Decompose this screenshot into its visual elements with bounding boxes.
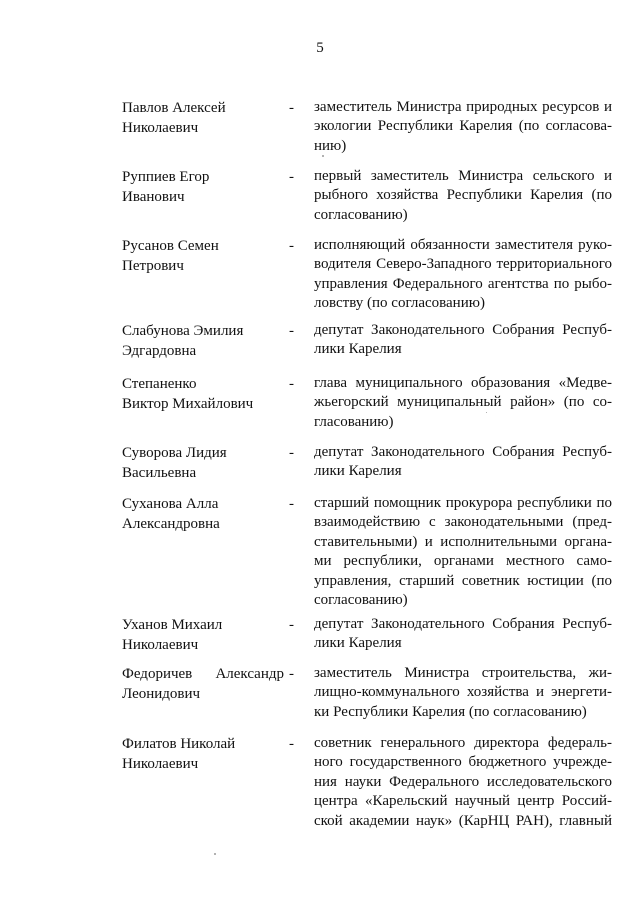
member-name-line: Филатов Николай: [122, 736, 236, 752]
separator-dash: -: [289, 376, 294, 392]
position-line: ния науки Федерального исследовательского: [314, 773, 612, 790]
member-name-line: Николаевич: [122, 756, 199, 772]
member-name-line: Федоричев Александр: [122, 666, 284, 682]
separator-dash: -: [289, 496, 294, 512]
separator-dash: -: [289, 238, 294, 254]
member-name: [122, 98, 284, 138]
member-name: [122, 374, 284, 414]
position-line: депутат Законодательного Собрания Респуб-: [314, 616, 612, 632]
member-name: [122, 615, 284, 655]
position-line: глава муниципального образования «Медве-: [314, 375, 612, 391]
scan-speck: [486, 412, 487, 413]
position-line: лики Карелия: [314, 463, 402, 480]
position-line: рыбного хозяйства Республики Карелия (по: [314, 187, 612, 204]
position-line: депутат Законодательного Собрания Респуб-: [314, 444, 612, 460]
position-line: согласованию): [314, 592, 408, 609]
member-name-line: Николаевич: [122, 637, 199, 653]
member-position: [314, 734, 612, 831]
member-name-line: Иванович: [122, 189, 185, 205]
separator-dash: -: [289, 323, 294, 339]
position-line: ки Республики Карелия (по согласованию): [314, 703, 587, 720]
position-line: управления Федерального агентства по рыбо-: [314, 275, 612, 292]
member-name-line: Русанов Семен: [122, 238, 219, 254]
member-position: [314, 374, 612, 432]
position-line: исполняющий обязанности заместителя руко-: [314, 237, 612, 253]
position-line: ного государственного бюджетного учрежде-: [314, 754, 612, 771]
member-name: [122, 321, 284, 361]
member-position: [314, 615, 612, 654]
separator-dash: -: [289, 666, 294, 682]
position-line: лики Карелия: [314, 635, 402, 652]
position-line: управления, старший советник юстиции (по: [314, 572, 612, 589]
position-line: ловству (по согласованию): [314, 295, 485, 312]
member-name: [122, 443, 284, 483]
separator-dash: -: [289, 169, 294, 185]
scan-speck: [214, 853, 216, 855]
position-line: ставительными) и исполнительными органа-: [314, 533, 612, 550]
position-line: депутат Законодательного Собрания Респуб-: [314, 322, 612, 338]
separator-dash: -: [289, 100, 294, 116]
separator-dash: -: [289, 445, 294, 461]
member-name-line: Степаненко: [122, 376, 197, 392]
page-number: 5: [316, 40, 324, 56]
position-line: заместитель Министра строительства, жи-: [314, 665, 612, 681]
position-line: ской академии наук» (КарНЦ РАН), главный: [314, 812, 612, 829]
member-name-line: Руппиев Егор: [122, 169, 210, 185]
member-name: [122, 167, 284, 207]
member-name-line: Виктор Михайлович: [122, 396, 254, 412]
member-name-line: Слабунова Эмилия: [122, 323, 244, 339]
position-line: жьегорский муниципальный район» (по со-: [314, 394, 612, 411]
separator-dash: -: [289, 736, 294, 752]
member-position: [314, 321, 612, 360]
member-position: [314, 236, 612, 314]
member-position: [314, 443, 612, 482]
member-name-line: Николаевич: [122, 120, 199, 136]
position-line: лищно-коммунального хозяйства и энергети-: [314, 684, 612, 701]
position-line: согласованию): [314, 206, 408, 223]
member-name: [122, 734, 284, 774]
scan-speck: [322, 155, 324, 157]
member-name: [122, 664, 284, 704]
member-name: [122, 494, 284, 534]
separator-dash: -: [289, 617, 294, 633]
position-line: старший помощник прокурора республики по: [314, 495, 612, 511]
member-name-line: Васильевна: [122, 465, 197, 481]
position-line: ми республики, органами местного само-: [314, 553, 612, 570]
member-name-line: Александровна: [122, 516, 220, 532]
member-position: [314, 664, 612, 722]
member-name-line: Суханова Алла: [122, 496, 219, 512]
position-line: экологии Республики Карелия (по согласова-: [314, 118, 612, 135]
member-position: [314, 494, 612, 610]
member-position: [314, 98, 612, 156]
position-line: советник генерального директора федераль-: [314, 735, 612, 751]
position-line: взаимодействию с законодательными (пред-: [314, 514, 612, 531]
position-line: нию): [314, 137, 347, 154]
member-name: [122, 236, 284, 276]
position-line: первый заместитель Министра сельского и: [314, 168, 612, 184]
member-position: [314, 167, 612, 225]
position-line: водителя Северо-Западного территориального: [314, 256, 612, 273]
member-name-line: Петрович: [122, 258, 184, 274]
member-name-line: Павлов Алексей: [122, 100, 226, 116]
position-line: гласованию): [314, 413, 394, 430]
position-line: лики Карелия: [314, 341, 402, 358]
member-name-line: Уханов Михаил: [122, 617, 223, 633]
position-line: центра «Карельский научный центр Россий-: [314, 793, 612, 810]
member-name-line: Леонидович: [122, 686, 201, 702]
member-name-line: Суворова Лидия: [122, 445, 227, 461]
member-name-line: Эдгардовна: [122, 343, 197, 359]
position-line: заместитель Министра природных ресурсов и: [314, 99, 612, 115]
